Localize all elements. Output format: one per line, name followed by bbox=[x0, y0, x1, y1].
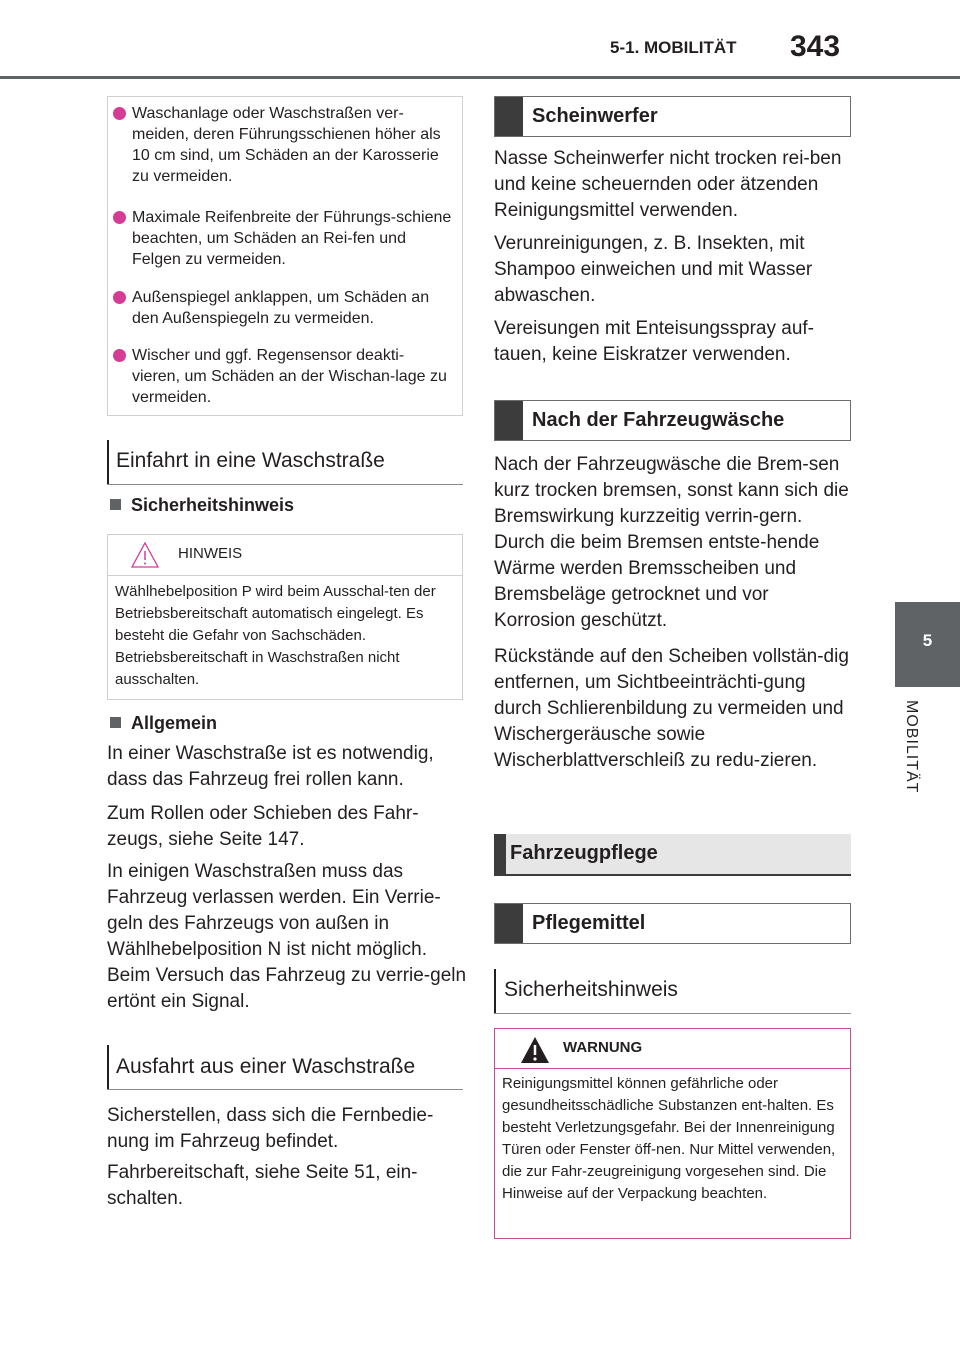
heading-bar bbox=[495, 904, 523, 943]
paragraph: Zum Rollen oder Schieben des Fahr-zeugs, siehe Seite 147. bbox=[107, 803, 419, 850]
section-title: 5-1. MOBILITÄT bbox=[610, 38, 737, 57]
subheading-allgemein bbox=[110, 713, 217, 734]
paragraph: Vereisungen mit Enteisungsspray auf-tauen, keine Eiskratzer verwenden. bbox=[494, 318, 815, 365]
square-bullet-icon bbox=[110, 717, 121, 728]
heading-bar bbox=[495, 401, 523, 440]
chapter-number: 5 bbox=[922, 631, 933, 650]
heading-underline bbox=[107, 1089, 463, 1090]
list-item bbox=[113, 207, 452, 270]
warnung-box bbox=[494, 1028, 851, 1239]
heading-einfahrt: Einfahrt in eine Waschstraße bbox=[116, 449, 385, 472]
list-item-text: Maximale Reifenbreite der Führungs-schiene beachten, um Schäden an Rei-fen und Felgen zu vermeiden. bbox=[132, 209, 452, 268]
paragraph: Sicherstellen, dass sich die Fernbedie-nung im Fahrzeug befindet. bbox=[107, 1105, 434, 1152]
paragraph: In einigen Waschstraßen muss das Fahrzeug verlassen werden. Ein Verrie-geln des Fahrzeugs von außen in Wählhebelposition N ist nicht möglich. Beim Versuch das Fahrzeug zu verrie-geln ertönt ein Signal. bbox=[107, 861, 467, 1012]
square-bullet-icon bbox=[110, 499, 121, 510]
paragraph: In einer Waschstraße ist es notwendig, dass das Fahrzeug frei rollen kann. bbox=[107, 743, 434, 790]
bullet-dot-icon bbox=[113, 107, 126, 120]
heading-underline bbox=[494, 1013, 851, 1014]
bullet-dot-icon bbox=[113, 291, 126, 304]
list-item-text: Wischer und ggf. Regensensor deakti-vieren, um Schäden an der Wischan-lage zu vermeiden. bbox=[132, 347, 447, 406]
heading-label: Fahrzeugpflege bbox=[510, 842, 658, 864]
paragraph: Nasse Scheinwerfer nicht trocken rei-ben und keine scheuernden oder ätzenden Reinigungsmittel verwenden. bbox=[494, 148, 842, 221]
heading-sicherheit: Sicherheitshinweis bbox=[504, 978, 678, 1001]
heading-ausfahrt: Ausfahrt aus einer Waschstraße bbox=[116, 1055, 416, 1078]
heading-label: Pflegemittel bbox=[532, 912, 646, 934]
paragraph: Verunreinigungen, z. B. Insekten, mit Shampoo einweichen und mit Wasser abwaschen. bbox=[494, 233, 813, 306]
heading-label: Scheinwerfer bbox=[532, 105, 658, 127]
bullet-dot-icon bbox=[113, 349, 126, 362]
list-item bbox=[113, 287, 452, 329]
header-rule bbox=[0, 76, 960, 79]
warnung-title: WARNUNG bbox=[563, 1039, 643, 1056]
bullet-dot-icon bbox=[113, 211, 126, 224]
subheading-label: Sicherheitshinweis bbox=[131, 495, 295, 515]
heading-bar bbox=[494, 969, 496, 1013]
paragraph: Fahrbereitschaft, siehe Seite 51, ein-schalten. bbox=[107, 1162, 418, 1209]
bullet-box bbox=[107, 96, 463, 416]
hinweis-divider bbox=[108, 575, 462, 576]
paragraph: Nach der Fahrzeugwäsche die Brem-sen kurz trocken bremsen, sonst kann sich die Bremswirkung kurzzeitig verrin-gern. Durch die beim Bremsen entste-hende Wärme werden Bremsscheiben und Bremsbeläge getrocknet und vor Korrosion geschützt. bbox=[494, 454, 849, 631]
hinweis-box bbox=[107, 534, 463, 700]
caution-triangle-icon bbox=[130, 541, 160, 569]
heading-bar bbox=[107, 440, 109, 484]
hinweis-body: Wählhebelposition P wird beim Ausschal-ten der Betriebsbereitschaft automatisch eingelegt. Es besteht die Gefahr von Sachschäden. Betriebsbereitschaft in Waschstraßen nicht ausschalten. bbox=[115, 583, 436, 688]
subheading-label: Allgemein bbox=[131, 713, 218, 733]
warning-triangle-icon bbox=[519, 1035, 551, 1065]
heading-bar bbox=[107, 1045, 109, 1089]
list-item bbox=[113, 103, 452, 187]
heading-label: Nach der Fahrzeugwäsche bbox=[532, 409, 785, 431]
paragraph: Rückstände auf den Scheiben vollstän-dig entfernen, um Sichtbeeinträchti-gung durch Schlierenbildung zu vermeiden und Wischergeräusche sowie Wischerblattverschleiß zu redu-zieren. bbox=[494, 646, 849, 771]
subheading-sicherheit bbox=[110, 495, 294, 516]
list-item-text: Außenspiegel anklappen, um Schäden an den Außenspiegeln zu vermeiden. bbox=[132, 289, 430, 327]
heading-bar bbox=[494, 834, 506, 874]
chapter-tab-rule bbox=[895, 684, 960, 687]
list-item-text: Waschanlage oder Waschstraßen ver-meiden, deren Führungsschienen höher als 10 cm sind, um Schäden an der Karosserie zu vermeiden. bbox=[132, 105, 441, 185]
warnung-body: Reinigungsmittel können gefährliche oder gesundheitsschädliche Substanzen ent-halten. Es besteht Verletzungsgefahr. Bei der Innenreinigung Türen oder Fenster öff-nen. Nur Mittel verwenden, die zur Fahr-zeugreinigung vorgesehen sind. Die Hinweise auf der Verpackung beachten. bbox=[502, 1075, 836, 1202]
hinweis-title: HINWEIS bbox=[178, 545, 243, 562]
heading-underline bbox=[107, 484, 463, 485]
heading-scheinwerfer bbox=[494, 96, 851, 137]
page-number: 343 bbox=[790, 30, 841, 63]
list-item bbox=[113, 345, 452, 408]
heading-nach-fahrzeugwaesche bbox=[494, 400, 851, 441]
heading-pflegemittel bbox=[494, 903, 851, 944]
warnung-divider bbox=[495, 1068, 850, 1069]
chapter-label: MOBILITÄT bbox=[903, 700, 920, 794]
heading-fahrzeugpflege bbox=[494, 834, 851, 876]
heading-bar bbox=[495, 97, 523, 136]
